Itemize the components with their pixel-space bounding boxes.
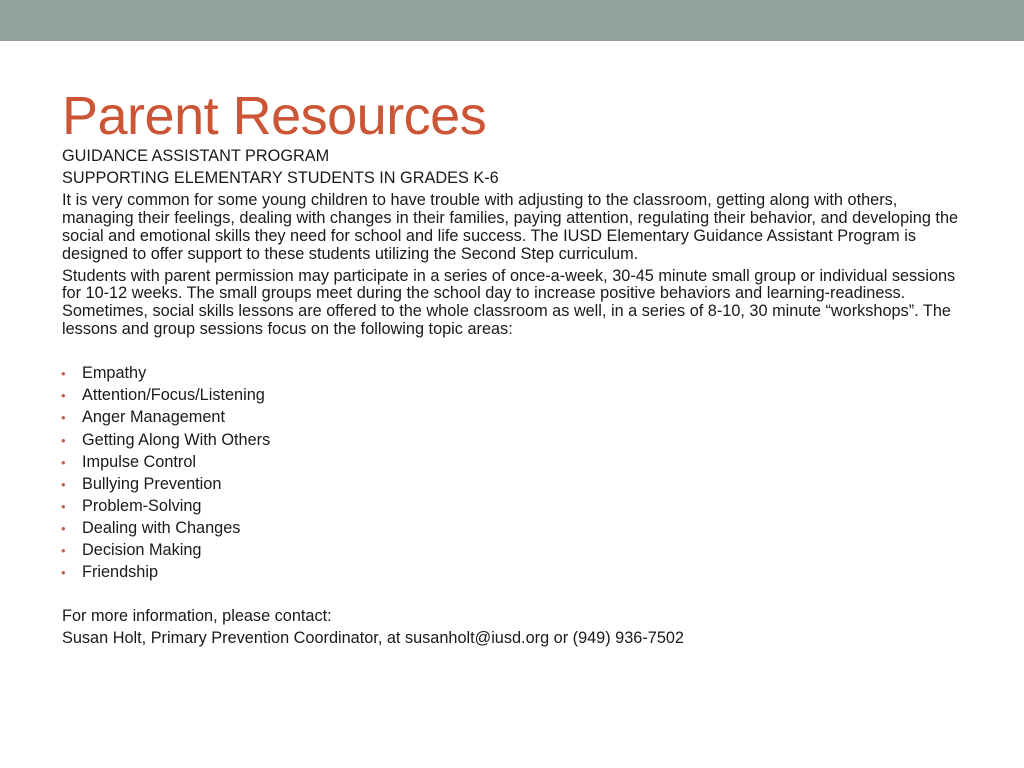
list-item	[62, 432, 962, 450]
topic-label: Decision Making	[82, 541, 202, 559]
topic-label: Problem-Solving	[82, 496, 202, 515]
spacer	[62, 343, 962, 361]
topic-label: Bullying Prevention	[82, 474, 222, 493]
topic-label: Dealing with Changes	[82, 518, 241, 537]
list-item	[62, 542, 962, 560]
topic-list	[62, 365, 962, 582]
top-banner-bar	[0, 0, 1024, 41]
bullet-icon: •	[61, 476, 66, 492]
topic-label: Friendship	[82, 563, 159, 582]
bullet-icon: •	[61, 432, 66, 448]
contact-details: Susan Holt, Primary Prevention Coordinator, at susanholt@iusd.org or (949) 936-7502	[62, 629, 684, 648]
bullet-icon: •	[61, 388, 66, 404]
bullet-icon: •	[61, 366, 66, 382]
contact-intro: For more information, please contact:	[62, 607, 332, 626]
list-item	[62, 365, 962, 383]
bullet-icon: •	[61, 565, 66, 581]
topic-label: Attention/Focus/Listening	[82, 386, 265, 405]
program-subheading: SUPPORTING ELEMENTARY STUDENTS IN GRADES K-6	[62, 169, 499, 188]
list-item	[62, 520, 962, 538]
sessions-paragraph: Students with parent permission may participate in a series of once-a-week, 30-45 minute small group or individual sessions for 10-12 weeks. The small groups meet during the school day to increase positive behaviors and learning-readiness. Sometimes, social skills lessons are offered to the whole classroom as well, in a series of 8-10, 30 minute “workshops”. The lessons and group sessions focus on the following topic areas:	[62, 266, 956, 339]
bullet-icon: •	[61, 543, 66, 558]
bullet-icon: •	[61, 498, 66, 514]
spacer	[62, 586, 962, 604]
list-item	[62, 498, 962, 516]
topic-label: Impulse Control	[82, 452, 197, 471]
topic-label: Anger Management	[82, 408, 226, 427]
topic-label: Getting Along With Others	[82, 430, 271, 449]
program-heading: GUIDANCE ASSISTANT PROGRAM	[62, 147, 330, 165]
bullet-icon: •	[61, 520, 66, 536]
list-item	[62, 476, 962, 494]
list-item	[62, 409, 962, 427]
list-item	[62, 564, 962, 582]
intro-paragraph: It is very common for some young children to have trouble with adjusting to the classroom, getting along with others, managing their feelings, dealing with changes in their families, paying attention, regulating their behavior, and developing the social and emotional skills they need for school and life success. The IUSD Elementary Guidance Assistant Program is designed to offer support to these students utilizing the Second Step curriculum.	[62, 191, 959, 263]
slide-body	[62, 148, 962, 652]
list-item	[62, 454, 962, 472]
slide-title: Parent Resources	[62, 86, 487, 146]
list-item	[62, 387, 962, 405]
bullet-icon: •	[61, 410, 66, 426]
topic-label: Empathy	[82, 364, 147, 383]
bullet-icon: •	[61, 454, 66, 470]
